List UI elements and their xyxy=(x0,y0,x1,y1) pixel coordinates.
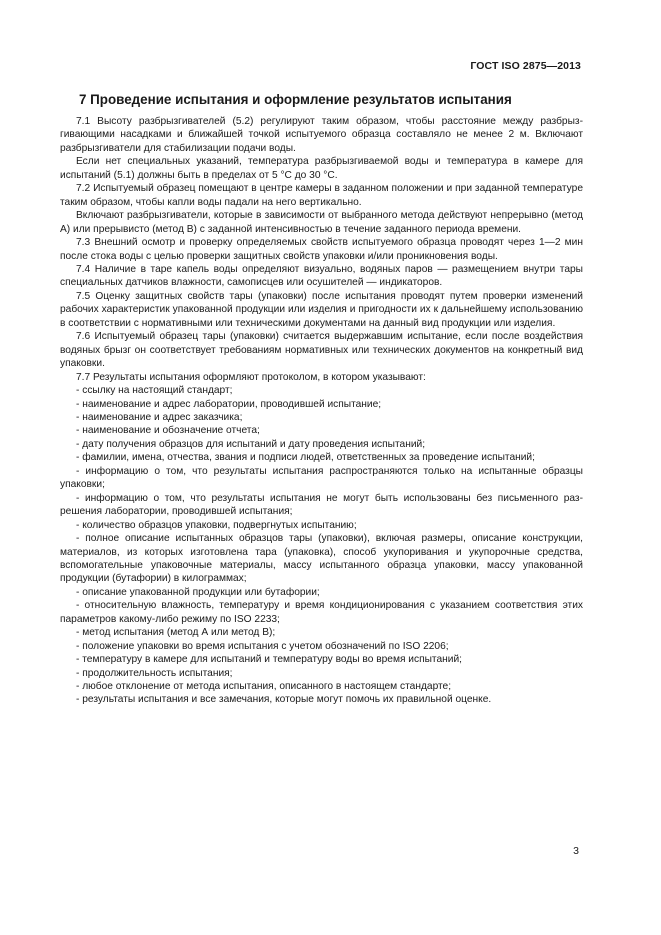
list-item: - описание упакованной продукции или бутафории; xyxy=(76,586,320,598)
section-title: 7 Проведение испытания и оформление результатов испытания xyxy=(79,92,512,107)
paragraph-7-7: 7.7 Результаты испытания оформляют протоколом, в котором указывают: xyxy=(76,371,426,383)
paragraph-7-3: 7.3 Внешний осмотр и проверку определяемых свойств испытуемого образца проводят через 1—2 мин после стока воды с целью проверки защитных свойств упаковки и/или проникновения воды. xyxy=(60,237,583,262)
list-item: - любое отклонение от метода испытания, описанного в настоящем стандарте; xyxy=(76,681,452,693)
list-item: - температуру в камере для испытаний и температуру воды во время испытаний; xyxy=(76,654,462,666)
paragraph-7-2: 7.2 Испытуемый образец помещают в центре камеры в заданном положении и при заданной температуре таким образом, чтобы капли воды падали на него вертикально. xyxy=(60,183,583,208)
paragraph-7-5: 7.5 Оценку защитных свойств тары (упаковки) после испытания проводят путем проверки изменений рабочих характеристик упакованной продукции или изделия и пригодности их к дальнейшему использованию в соответствии с нормативными или техническими документами на данный вид продукции или изделия. xyxy=(60,290,583,329)
paragraph-7-6: 7.6 Испытуемый образец тары (упаковки) считается выдержавшим испытание, если после воздействия водяных брызг он соответствует требованиям нормативных или технических документов на конкретный вид упаковки. xyxy=(60,331,583,370)
paragraph-sprinklers-on: Включают разбрызгиватели, которые в зависимости от выбранного метода действуют непрерывно (метод А) или прерывисто (метод В) с заданной интенсивностью в течение заданного периода времени. xyxy=(60,210,583,235)
list-item: - продолжительность испытания; xyxy=(76,667,233,679)
paragraph-temperature: Если нет специальных указаний, температура разбрызгиваемой воды и температура в камере для испытаний (5.1) должны быть в пределах от 5 °С до 30 °С. xyxy=(60,156,583,181)
standard-designation: ГОСТ ISO 2875—2013 xyxy=(470,60,581,72)
list-item: - результаты испытания и все замечания, которые могут помочь их правильной оценке. xyxy=(76,694,492,706)
list-item: - наименование и обозначение отчета; xyxy=(76,425,260,437)
list-item: - метод испытания (метод А или метод В); xyxy=(76,627,276,639)
list-item: - дату получения образцов для испытаний и дату проведения испытаний; xyxy=(76,438,426,450)
list-item: - информацию о том, что результаты испытания не могут быть использованы без письменного разрешения лаборатории, проводившей испытания; xyxy=(60,492,583,518)
list-item: - фамилии, имена, отчества, звания и подписи людей, ответственных за проведение испытаний; xyxy=(76,452,535,464)
list-item: - относительную влажность, температуру и время кондиционирования с указанием соответствия этих параметров какому-либо режиму по ISO 2233; xyxy=(60,600,583,625)
list-item: - полное описание испытанных образцов тары (упаковки), включая размеры, описание конструкции, материалов, из которых изготовлена тара (упаковка), способ укупоривания и укупорочные средства, вспомогательные упаковочные материалы, массу испытанного образца упаковки, массу упакованной продукции (бутафории) в килограммах; xyxy=(60,533,583,585)
list-item: - наименование и адрес заказчика; xyxy=(76,411,243,423)
list-item: - положение упаковки во время испытания с учетом обозначений по ISO 2206; xyxy=(76,640,449,652)
list-item: - ссылку на настоящий стандарт; xyxy=(76,385,233,397)
section-body xyxy=(60,115,583,707)
list-item: - информацию о том, что результаты испытания распространяются только на испытанные образцы упаковки; xyxy=(60,465,583,491)
list-item: - наименование и адрес лаборатории, проводившей испытание; xyxy=(76,398,382,410)
list-item: - количество образцов упаковки, подвергнутых испытанию; xyxy=(76,519,357,531)
paragraph-7-4: 7.4 Наличие в таре капель воды определяют визуально, водяных паров — размещением внутри тары специальных датчиков влажности, самописцев или осушителей — индикаторов. xyxy=(60,263,583,289)
paragraph-7-1: 7.1 Высоту разбрызгивателей (5.2) регулируют таким образом, чтобы расстояние между разбрызгивающими насадками и ближайшей точкой испытуемого образца составляло не менее 2 м. Включают разбрызгиватели для стабилизации подачи воды. xyxy=(60,116,583,154)
page-number: 3 xyxy=(573,845,579,857)
